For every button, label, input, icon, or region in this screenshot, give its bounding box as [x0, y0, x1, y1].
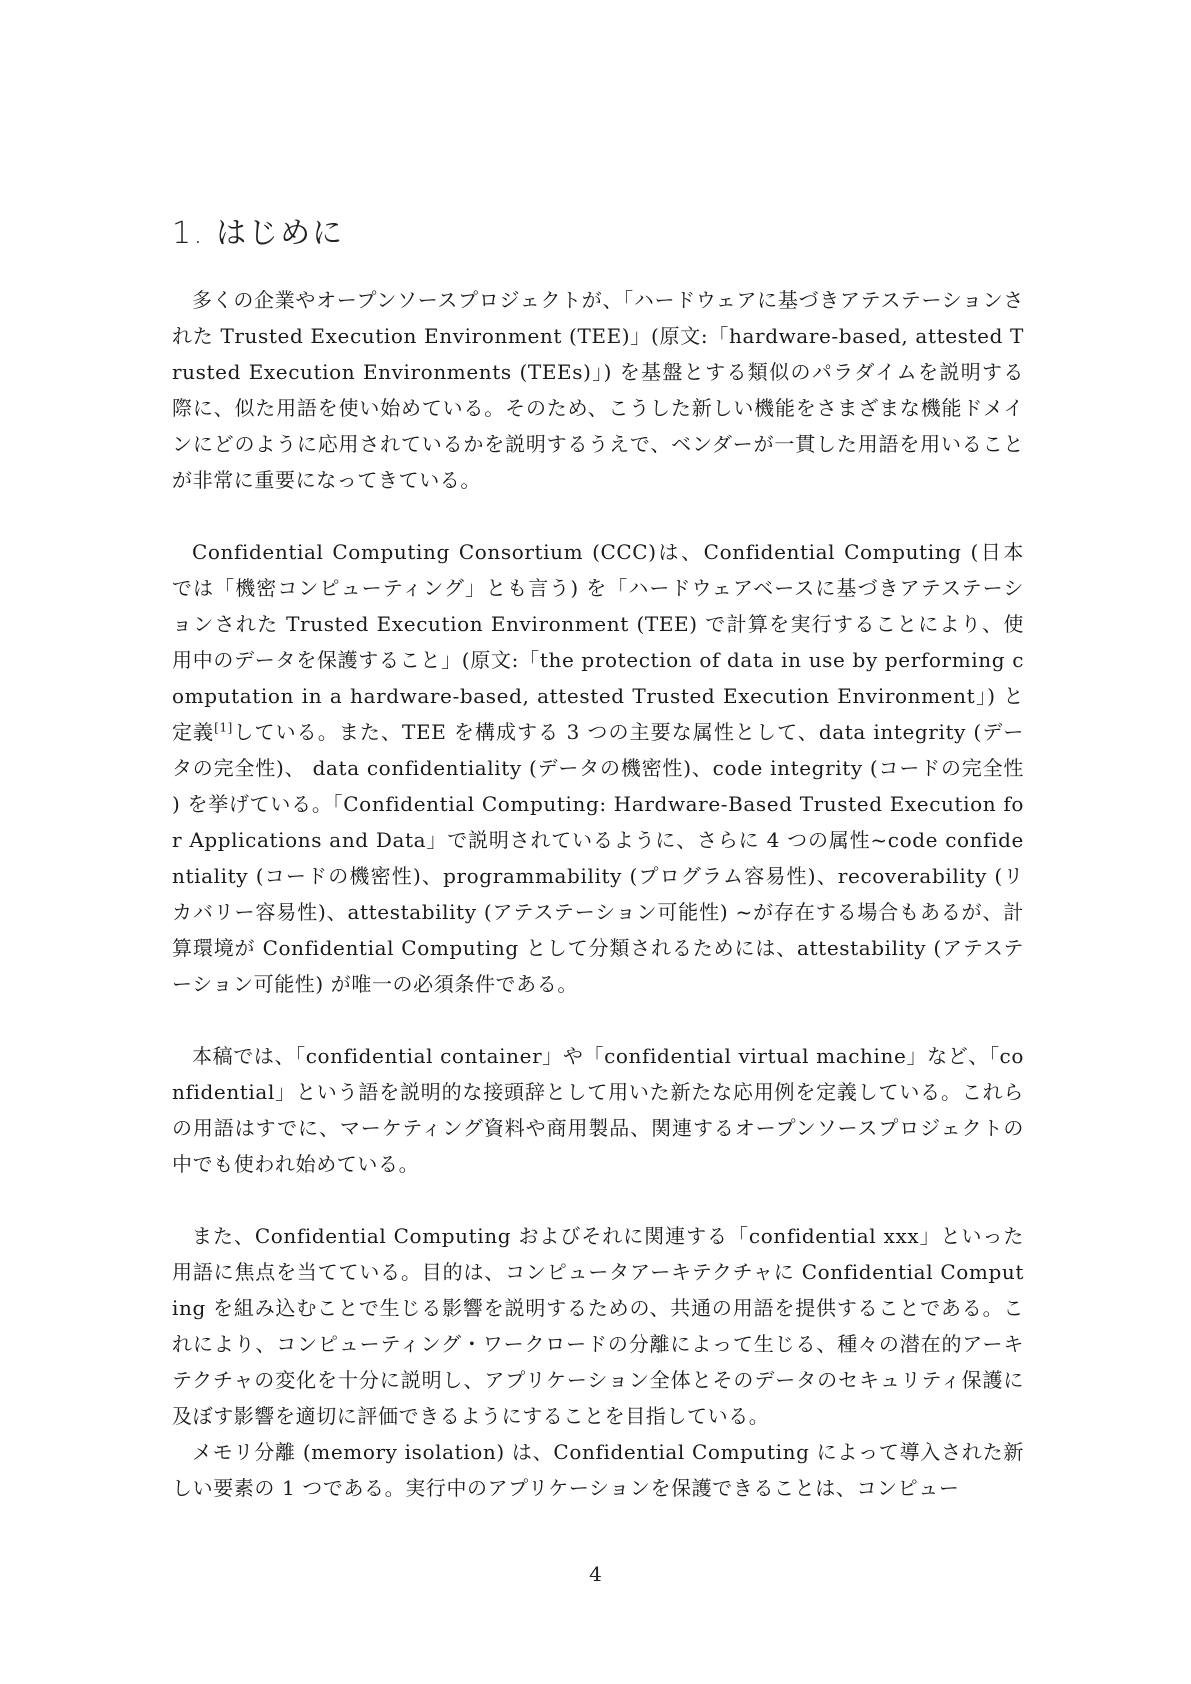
paragraph-ccc-definition	[172, 534, 1024, 1002]
page-number: 4	[589, 1562, 602, 1586]
section-heading: 1. はじめに	[172, 216, 345, 251]
paragraph-scope: 本稿では、「confidential container」や「confidential virtual machine」など、「confidential」という語を説明的な接頭辞として用いた新たな応用例を定義している。これらの用語はすでに、マーケティング資料や商用製品、関連するオープンソースプロジェクトの中でも使われ始めている。	[172, 1044, 1024, 1176]
paragraph-ccc-definition-part2: している。また、TEE を構成する 3 つの主要な属性として、data integrity (データの完全性)、 data confidentiality (データの機密性)、code integrity (コードの完全性) を挙げている。「Confidential Computing: Hardware-Based Trusted Execution for Applications and Data」で説明されているように、さらに 4 つの属性~code confidentiality (コードの機密性)、programmability (プログラム容易性)、recoverability (リカバリー容易性)、attestability (アテステーション可能性) ~が存在する場合もあるが、計算環境が Confidential Computing として分類されるためには、attestability (アテステーション可能性) が唯一の必須条件である。	[172, 720, 1024, 996]
paragraph-purpose: また、Confidential Computing およびそれに関連する「confidential xxx」といった用語に焦点を当てている。目的は、コンピュータアーキテクチャに Confidential Computing を組み込むことで生じる影響を説明するための、共通の用語を提供することである。これにより、コンピューティング・ワークロードの分離によって生じる、種々の潜在的アーキテクチャの変化を十分に説明し、アプリケーション全体とそのデータのセキュリティ保護に及ぼす影響を適切に評価できるようにすることを目指している。	[172, 1224, 1024, 1428]
body-text	[172, 282, 1024, 1506]
paragraph-memory-isolation: メモリ分離 (memory isolation) は、Confidential Computing によって導入された新しい要素の 1 つである。実行中のアプリケーションを保護できることは、コンピュー	[172, 1440, 1024, 1500]
paragraph-ccc-definition-part1: Confidential Computing Consortium (CCC)は、Confidential Computing (日本では「機密コンピューティング」とも言う) を「ハードウェアベースに基づきアテステーションされた Trusted Execution Environment (TEE) で計算を実行することにより、使用中のデータを保護すること」(原文:「the protection of data in use by performing computation in a hardware-based, attested Trusted Execution Environment」) と定義	[172, 540, 1024, 744]
paragraph-intro: 多くの企業やオープンソースプロジェクトが、「ハードウェアに基づきアテステーションされた Trusted Execution Environment (TEE)」(原文:「hardware-based, attested Trusted Execution Environments (TEEs)」) を基盤とする類似のパラダイムを説明する際に、似た用語を使い始めている。そのため、こうした新しい機能をさまざまな機能ドメインにどのように応用されているかを説明するうえで、ベンダーが一貫した用語を用いることが非常に重要になってきている。	[172, 288, 1024, 492]
citation-reference: [1]	[214, 720, 233, 735]
